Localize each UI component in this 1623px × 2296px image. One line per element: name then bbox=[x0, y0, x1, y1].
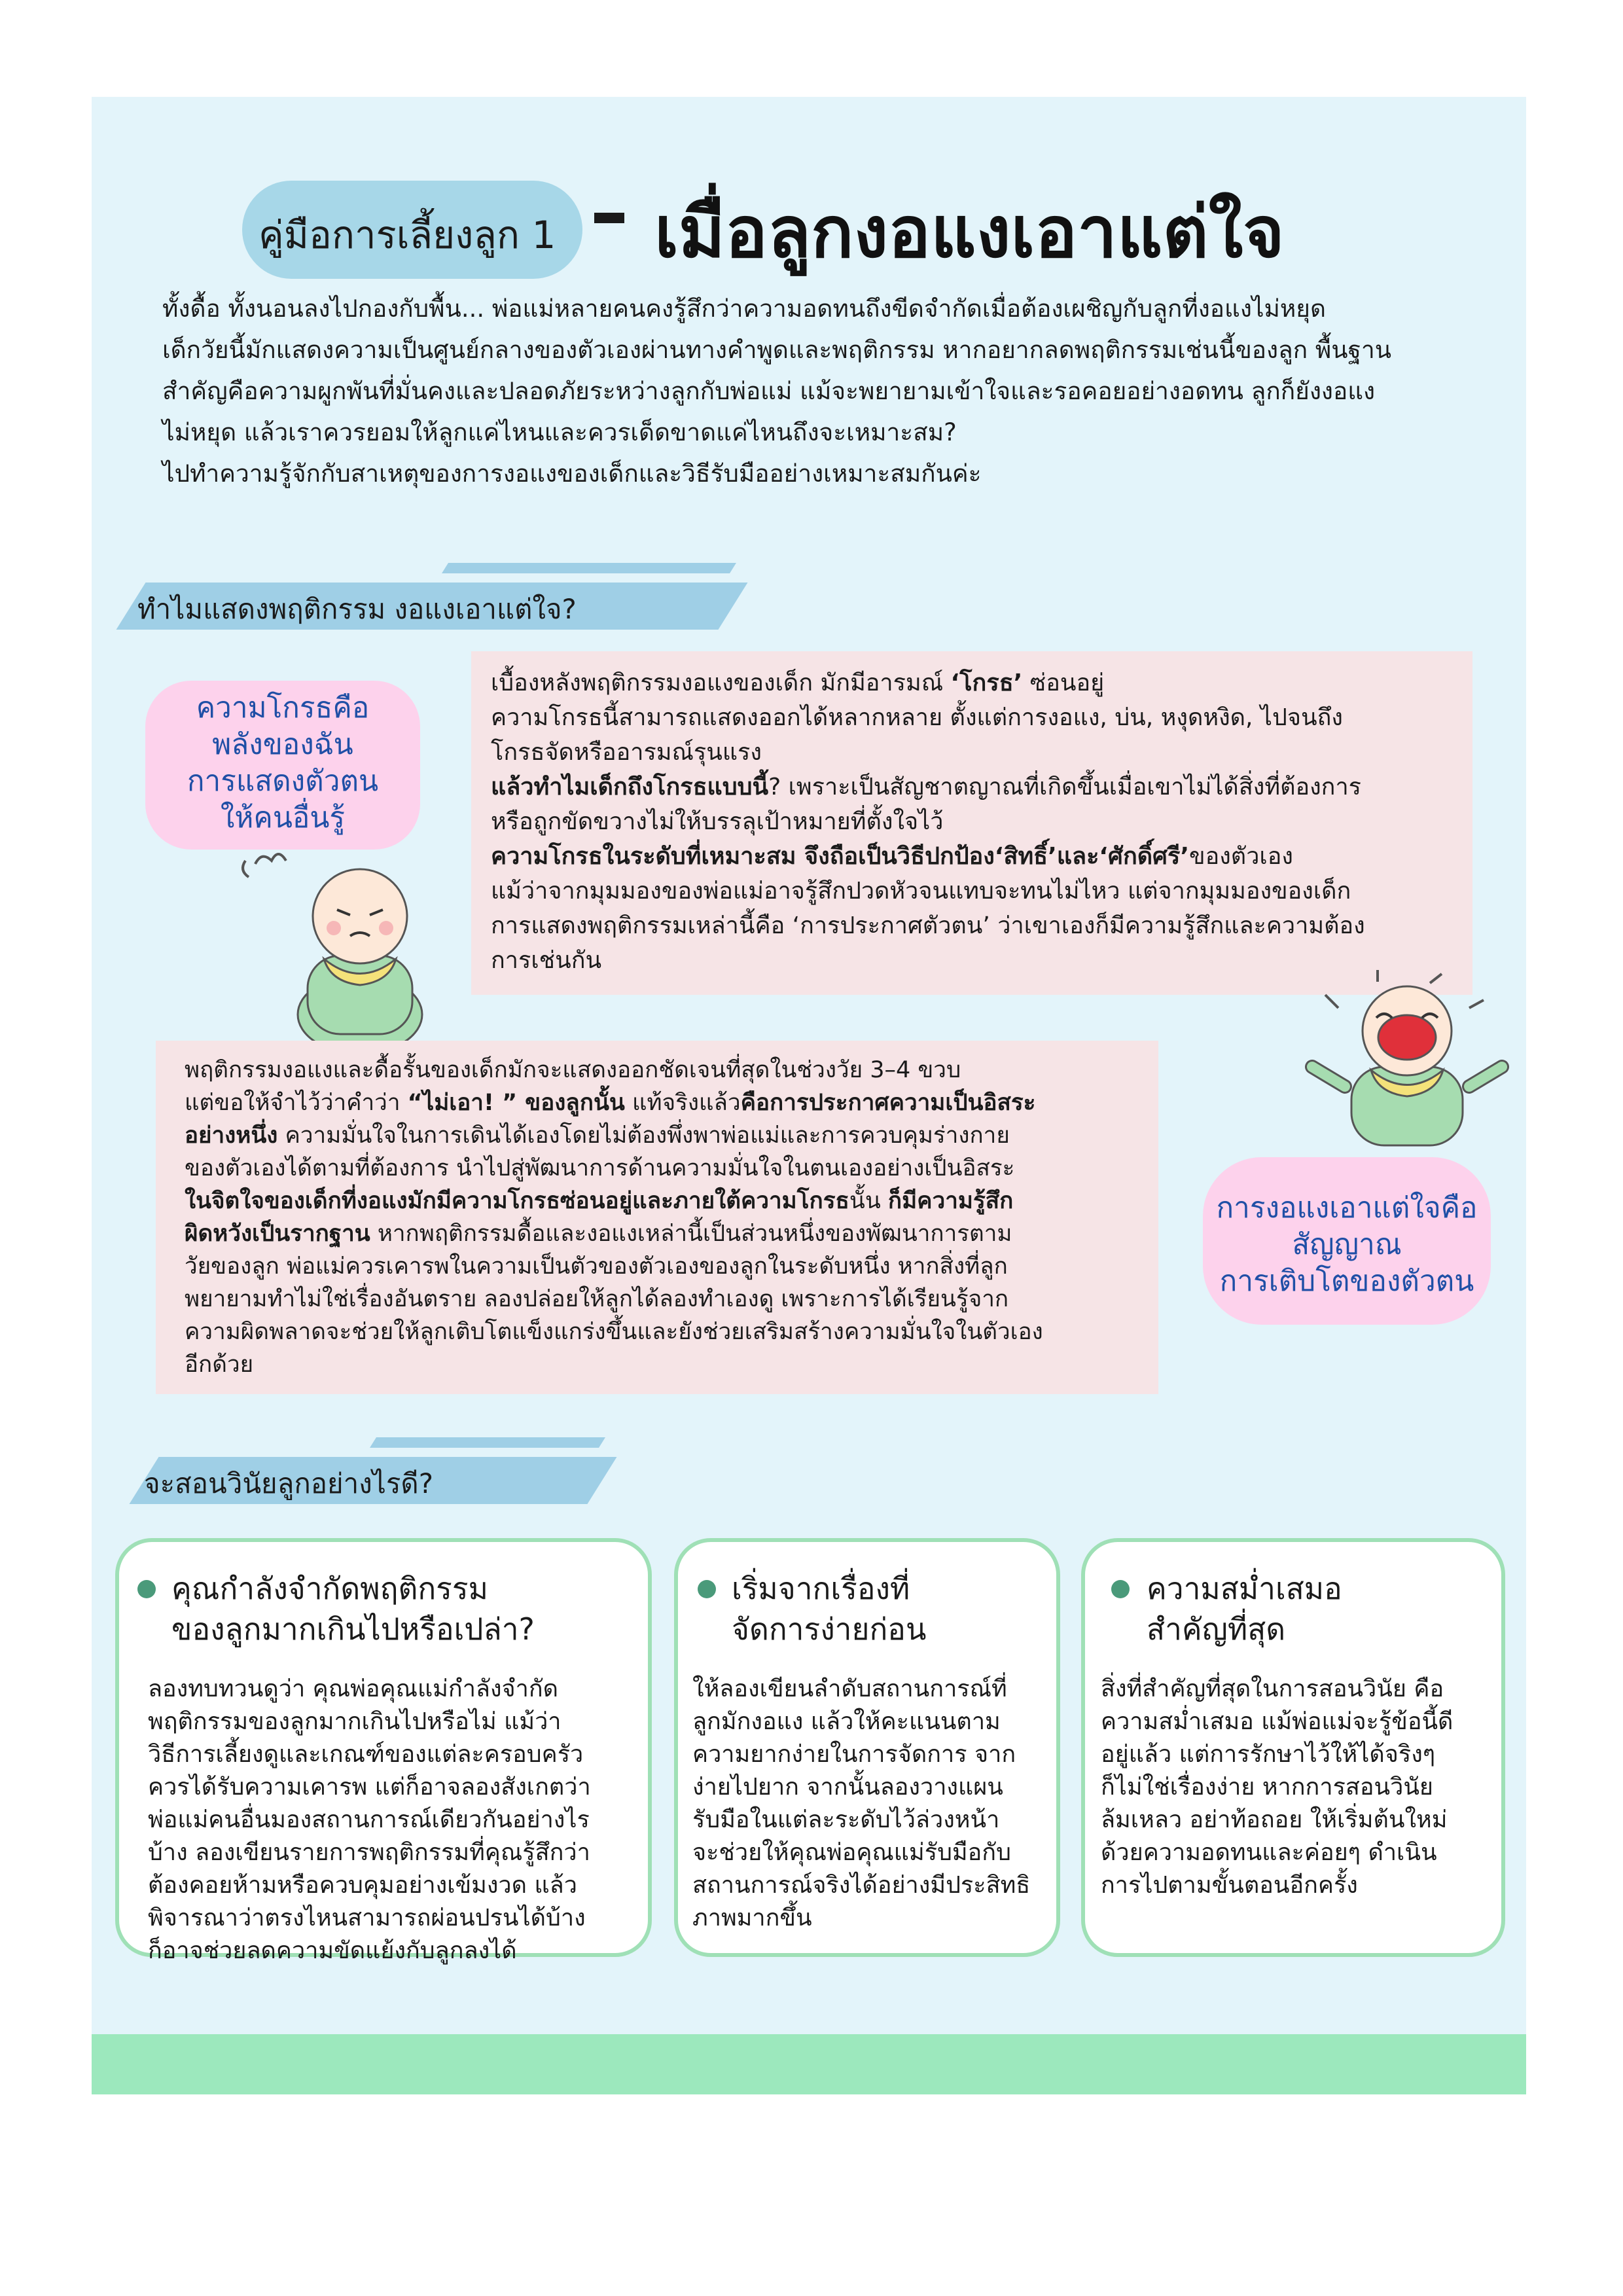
card-title-line: คุณกำลังจำกัดพฤติกรรม bbox=[171, 1571, 488, 1606]
emphasis-text: ความโกรธในระดับที่เหมาะสม จึงถือเป็นวิธีปกป้อง‘สิทธิ์’และ‘ศักดิ์ศรี’ bbox=[491, 843, 1189, 870]
card-line: ก็ไม่ใช่เรื่องง่าย หากการสอนวินัย bbox=[1101, 1774, 1434, 1801]
bullet-dot-icon bbox=[137, 1580, 156, 1598]
emphasis-text: ก็มีความรู้สึก bbox=[887, 1188, 1014, 1214]
text-line bbox=[185, 1185, 1130, 1217]
card-line: สถานการณ์จริงได้อย่างมีประสิทธิ bbox=[692, 1872, 1031, 1899]
card-title-line: จัดการง่ายก่อน bbox=[732, 1611, 927, 1647]
text-line: หรือถูกขัดขวางไม่ให้บรรลุเป้าหมายที่ตั้งใจไว้ bbox=[491, 808, 944, 835]
card-line: ต้องคอยห้ามหรือควบคุมอย่างเข้มงวด แล้ว bbox=[148, 1872, 577, 1899]
title-dash bbox=[594, 213, 624, 223]
card-line: ภาพมากขึ้น bbox=[692, 1905, 812, 1931]
speech-bubble-growth bbox=[1203, 1157, 1491, 1325]
text-span: เบื้องหลังพฤติกรรมงอแงของเด็ก มักมีอารมณ์ bbox=[491, 670, 951, 696]
card-line: ให้ลองเขียนลำดับสถานการณ์ที่ bbox=[692, 1676, 1007, 1702]
card-line: ง่ายไปยาก จากนั้นลองวางแผน bbox=[692, 1774, 1003, 1801]
card-title bbox=[1147, 1568, 1342, 1649]
page-title: เมื่อลูกงอแงเอาแต่ใจ bbox=[654, 192, 1285, 274]
intro-line: ไปทำความรู้จักกับสาเหตุของการงอแงของเด็กและวิธีรับมืออย่างเหมาะสมกันค่ะ bbox=[162, 459, 982, 488]
emphasis-text: แล้วทำไมเด็กถึงโกรธแบบนี้ bbox=[491, 774, 769, 800]
card-line: ลองทบทวนดูว่า คุณพ่อคุณแม่กำลังจำกัด bbox=[148, 1676, 559, 1702]
text-line: พฤติกรรมงอแงและดื้อรั้นของเด็กมักจะแสดงออกชัดเจนที่สุดในช่วงวัย 3–4 ขวบ bbox=[185, 1057, 961, 1083]
card-line: ความสม่ำเสมอ แม้พ่อแม่จะรู้ข้อนี้ดี bbox=[1101, 1708, 1454, 1735]
bullet-dot-icon bbox=[698, 1580, 716, 1598]
intro-line: ไม่หยุด แล้วเราควรยอมให้ลูกแค่ไหนและควรเด็ดขาดแค่ไหนถึงจะเหมาะสม? bbox=[162, 418, 957, 446]
tip-card-limits bbox=[115, 1538, 652, 1964]
card-line: วิธีการเลี้ยงดูและเกณฑ์ของแต่ละครอบครัว bbox=[148, 1741, 584, 1768]
card-line: พ่อแม่คนอื่นมองสถานการณ์เดียวกันอย่างไร bbox=[148, 1806, 590, 1833]
text-span: นั้น bbox=[849, 1188, 888, 1214]
text-span: แท้จริงแล้ว bbox=[624, 1090, 741, 1116]
card-line: อยู่แล้ว แต่การรักษาไว้ให้ได้จริงๆ bbox=[1101, 1741, 1436, 1768]
card-line: พฤติกรรมของลูกมากเกินไปหรือไม่ แม้ว่า bbox=[148, 1708, 562, 1735]
card-line: พิจารณาว่าตรงไหนสามารถผ่อนปรนได้บ้าง bbox=[148, 1905, 586, 1931]
section-heading: จะสอนวินัยลูกอย่างไรดี? bbox=[144, 1467, 433, 1499]
card-line: ล้มเหลว อย่าท้อถอย ให้เริ่มต้นใหม่ bbox=[1101, 1806, 1448, 1833]
header-stripe bbox=[370, 1437, 605, 1448]
emphasis-text: คือการประกาศความเป็นอิสระ bbox=[740, 1090, 1036, 1116]
bubble-line: ความโกรธคือ bbox=[196, 691, 370, 725]
card-line: ความยากง่ายในการจัดการ จาก bbox=[692, 1741, 1016, 1768]
card-title bbox=[732, 1568, 926, 1649]
title-subtitle: คู่มือการเลี้ยงลูก 1 bbox=[259, 213, 556, 257]
bubble-line: การงอแงเอาแต่ใจคือ bbox=[1216, 1191, 1478, 1225]
intro-line: สำคัญคือความผูกพันที่มั่นคงและปลอดภัยระหว่างลูกกับพ่อแม่ แม้จะพยายามเข้าใจและรอคอยอย่างอดทน ลูกก็ยังงอแง bbox=[162, 377, 1376, 405]
intro-paragraph bbox=[162, 288, 1491, 494]
text-line: การเช่นกัน bbox=[491, 947, 602, 974]
text-line: ความโกรธนี้สามารถแสดงออกได้หลากหลาย ตั้งแต่การงอแง, บ่น, หงุดหงิด, ไปจนถึง bbox=[491, 704, 1343, 731]
emphasis-text: “ไม่เอา! ” ของลูกนั้น bbox=[407, 1090, 625, 1116]
emphasis-text: ในจิตใจของเด็กที่งอแงมักมีความโกรธซ่อนอยู่และภายใต้ความโกรธ bbox=[185, 1188, 849, 1214]
bubble-line: สัญญาณ bbox=[1292, 1228, 1402, 1261]
text-line: พยายามทำไม่ใช่เรื่องอันตราย ลองปล่อยให้ลูกได้ลองทำเองดู เพราะการได้เรียนรู้จาก bbox=[185, 1286, 1009, 1312]
text-line bbox=[491, 770, 1453, 804]
card-line: สิ่งที่สำคัญที่สุดในการสอนวินัย คือ bbox=[1101, 1676, 1444, 1702]
card-title bbox=[171, 1568, 535, 1649]
emphasis-text: อย่างหนึ่ง bbox=[185, 1122, 278, 1149]
crying-baby-illustration bbox=[1299, 969, 1515, 1172]
explanation-box-independence bbox=[156, 1041, 1158, 1394]
card-line: ด้วยความอดทนและค่อยๆ ดำเนิน bbox=[1101, 1839, 1437, 1866]
card-title-line: สำคัญที่สุด bbox=[1147, 1611, 1286, 1647]
emphasis-text: ผิดหวังเป็นรากฐาน bbox=[185, 1221, 370, 1247]
card-line: จะช่วยให้คุณพ่อคุณแม่รับมือกับ bbox=[692, 1839, 1011, 1866]
intro-line: ทั้งดื้อ ทั้งนอนลงไปกองกับพื้น... พ่อแม่หลายคนคงรู้สึกว่าความอดทนถึงขีดจำกัดเมื่อต้องเผชิญกับลูกที่งอแงไม่หยุด bbox=[162, 295, 1327, 323]
text-span: แต่ขอให้จำไว้ว่าคำว่า bbox=[185, 1090, 408, 1116]
text-line bbox=[491, 666, 1453, 700]
text-line bbox=[491, 839, 1453, 874]
card-line: การไปตามขั้นตอนอีกครั้ง bbox=[1101, 1872, 1358, 1899]
text-line: อีกด้วย bbox=[185, 1352, 254, 1378]
bubble-line: ให้คนอื่นรู้ bbox=[220, 801, 346, 834]
text-span: หากพฤติกรรมดื้อและงอแงเหล่านี้เป็นส่วนหนึ่งของพัฒนาการตาม bbox=[370, 1221, 1012, 1247]
emphasis-text: ‘โกรธ’ bbox=[950, 670, 1023, 696]
section-heading: ทำไมแสดงพฤติกรรม งอแงเอาแต่ใจ? bbox=[137, 593, 577, 625]
card-body bbox=[1101, 1673, 1453, 1902]
section-header-why bbox=[105, 563, 759, 641]
card-line: ก็อาจช่วยลดความขัดแย้งกับลูกลงได้ bbox=[148, 1937, 517, 1964]
bubble-line: การเติบโตของตัวตน bbox=[1219, 1265, 1474, 1298]
card-line: รับมือในแต่ละระดับไว้ล่วงหน้า bbox=[692, 1806, 1000, 1833]
section-header-discipline bbox=[118, 1437, 641, 1516]
tip-card-consistency bbox=[1081, 1538, 1505, 1957]
text-line bbox=[185, 1217, 1130, 1250]
card-title-line: ความสม่ำเสมอ bbox=[1147, 1571, 1342, 1606]
text-span: ของตัวเอง bbox=[1189, 843, 1293, 870]
header-stripe bbox=[442, 563, 736, 573]
bullet-dot-icon bbox=[1111, 1580, 1130, 1598]
card-line: ลูกมักงอแง แล้วให้คะแนนตาม bbox=[692, 1708, 1001, 1735]
bubble-line: การแสดงตัวตน bbox=[187, 764, 379, 798]
card-line: ควรได้รับความเคารพ แต่ก็อาจลองสังเกตว่า bbox=[148, 1774, 591, 1801]
card-line: บ้าง ลองเขียนรายการพฤติกรรมที่คุณรู้สึกว่า bbox=[148, 1839, 590, 1866]
angry-baby-illustration bbox=[229, 844, 425, 1054]
text-span: ซ่อนอยู่ bbox=[1022, 670, 1105, 696]
explanation-box-anger bbox=[471, 651, 1472, 995]
card-body bbox=[692, 1673, 1030, 1935]
text-line: ความผิดพลาดจะช่วยให้ลูกเติบโตแข็งแกร่งขึ้นและยังช่วยเสริมสร้างความมั่นใจในตัวเอง bbox=[185, 1319, 1043, 1345]
footer-band bbox=[92, 2034, 1526, 2094]
card-title-line: ของลูกมากเกินไปหรือเปล่า? bbox=[171, 1611, 535, 1647]
text-line: แม้ว่าจากมุมมองของพ่อแม่อาจรู้สึกปวดหัวจนแทบจะทนไม่ไหว แต่จากมุมมองของเด็ก bbox=[491, 878, 1351, 905]
card-body bbox=[148, 1673, 591, 1967]
text-line: ของตัวเองได้ตามที่ต้องการ นำไปสู่พัฒนาการด้านความมั่นใจในตนเองอย่างเป็นอิสระ bbox=[185, 1155, 1015, 1181]
card-title-line: เริ่มจากเรื่องที่ bbox=[732, 1571, 910, 1606]
text-line bbox=[185, 1119, 1130, 1152]
intro-line: เด็กวัยนี้มักแสดงความเป็นศูนย์กลางของตัวเองผ่านทางคำพูดและพฤติกรรม หากอยากลดพฤติกรรมเช่นนี้ของลูก พื้นฐาน bbox=[162, 336, 1392, 364]
speech-bubble-anger bbox=[145, 681, 420, 850]
bubble-line: พลังของฉัน bbox=[212, 728, 353, 761]
text-line: วัยของลูก พ่อแม่ควรเคารพในความเป็นตัวของตัวเองของลูกในระดับหนึ่ง หากสิ่งที่ลูก bbox=[185, 1253, 1008, 1280]
text-line bbox=[185, 1086, 1130, 1119]
text-span: ? เพราะเป็นสัญชาตญาณที่เกิดขึ้นเมื่อเขาไม่ได้สิ่งที่ต้องการ bbox=[768, 774, 1362, 800]
text-line: การแสดงพฤติกรรมเหล่านี้คือ ‘การประกาศตัวตน’ ว่าเขาเองก็มีความรู้สึกและความต้อง bbox=[491, 912, 1365, 939]
tip-card-start-easy bbox=[674, 1538, 1060, 1957]
text-span: ความมั่นใจในการเดินได้เองโดยไม่ต้องพึ่งพาพ่อแม่และการควบคุมร่างกาย bbox=[277, 1122, 1010, 1149]
text-line: โกรธจัดหรืออารมณ์รุนแรง bbox=[491, 739, 762, 766]
